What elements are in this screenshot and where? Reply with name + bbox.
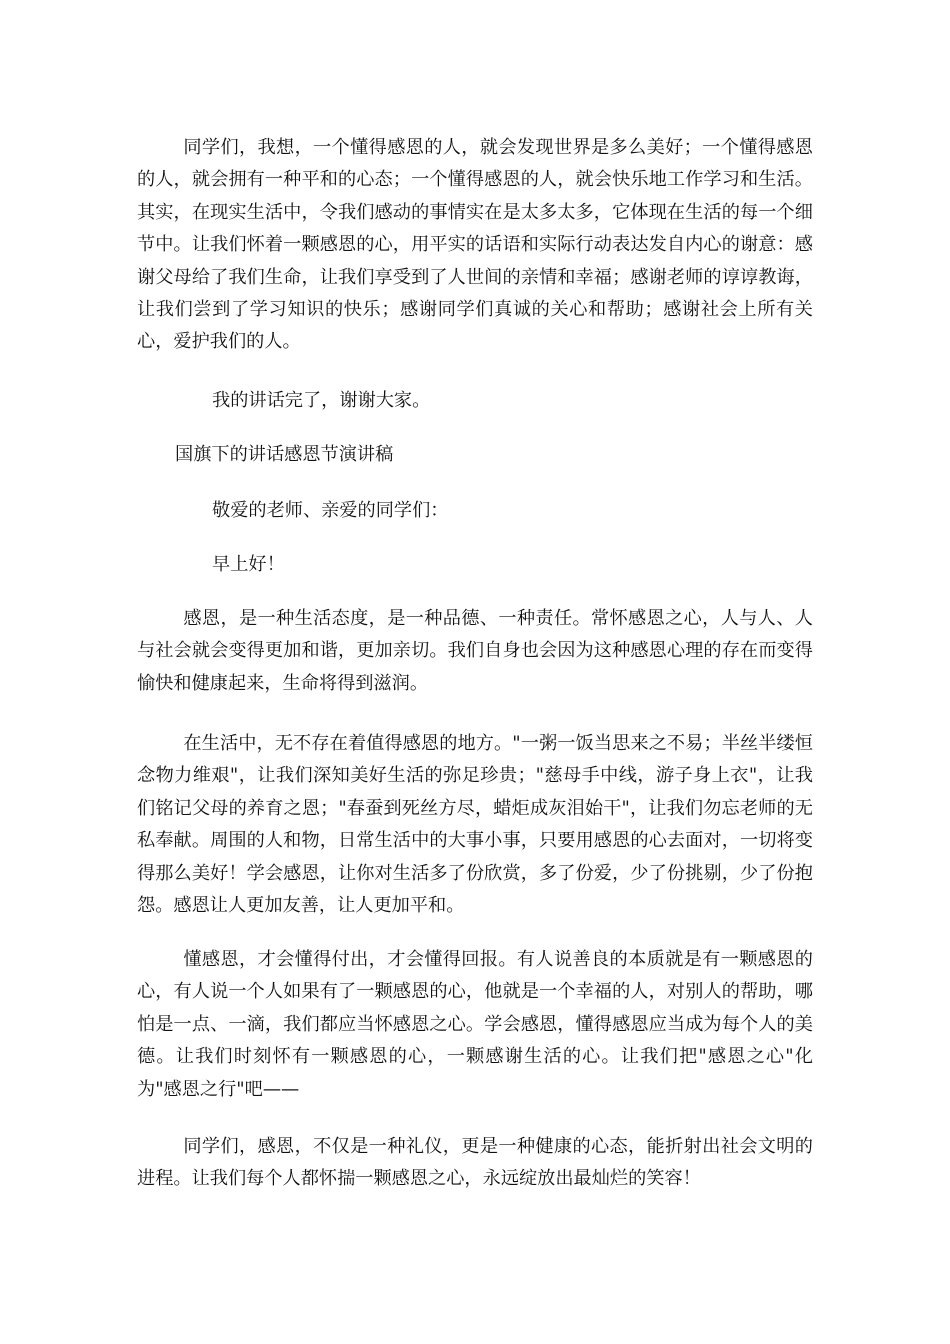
speech-title: 国旗下的讲话感恩节演讲稿 (175, 444, 394, 465)
greeting: 早上好！ (212, 554, 285, 575)
paragraph-gratitude-attitude: 感恩，是一种生活态度，是一种品德、一种责任。常怀感恩之心，人与人、人与社会就会变得更加和谐，更加亲切。我们自身也会因为这种感恩心理的存在而变得愉快和健康起来，生命将得到滋润。 (137, 608, 813, 694)
salutation: 敬爱的老师、亲爱的同学们： (212, 500, 449, 521)
paragraph-understanding-gratitude: 懂感恩，才会懂得付出，才会懂得回报。有人说善良的本质就是有一颗感恩的心，有人说一个人如果有了一颗感恩的心，他就是一个幸福的人，对别人的帮助，哪怕是一点、一滴，我们都应当怀感恩之心。学会感恩，懂得感恩应当成为每个人的美德。让我们时刻怀有一颗感恩的心，一颗感谢生活的心。让我们把"感恩之心"化为"感恩之行"吧—— (137, 949, 813, 1100)
paragraph-conclusion: 同学们，感恩，不仅是一种礼仪，更是一种健康的心态，能折射出社会文明的进程。让我们每个人都怀揣一颗感恩之心，永远绽放出最灿烂的笑容！ (137, 1136, 813, 1190)
paragraph-gratitude-in-life: 在生活中，无不存在着值得感恩的地方。"一粥一饭当思来之不易；半丝半缕恒念物力维艰"，让我们深知美好生活的弥足珍贵；"慈母手中线，游子身上衣"，让我们铭记父母的养育之恩；"春蚕到死丝方尽，蜡炬成灰泪始干"，让我们勿忘老师的无私奉献。周围的人和物，日常生活中的大事小事，只要用感恩的心去面对，一切将变得那么美好！学会感恩，让你对生活多了份欣赏，多了份爱，少了份挑剔，少了份抱怨。感恩让人更加友善，让人更加平和。 (137, 733, 813, 917)
paragraph-gratitude-world: 同学们，我想，一个懂得感恩的人，就会发现世界是多么美好；一个懂得感恩的人，就会拥有一种平和的心态；一个懂得感恩的人，就会快乐地工作学习和生活。其实，在现实生活中，令我们感动的事情实在是太多太多，它体现在生活的每一个细节中。让我们怀着一颗感恩的心，用平实的话语和实际行动表达发自内心的谢意：感谢父母给了我们生命，让我们享受到了人世间的亲情和幸福；感谢老师的谆谆教诲，让我们尝到了学习知识的快乐；感谢同学们真诚的关心和帮助；感谢社会上所有关心，爱护我们的人。 (137, 137, 813, 353)
closing-remark: 我的讲话完了，谢谢大家。 (212, 390, 431, 411)
